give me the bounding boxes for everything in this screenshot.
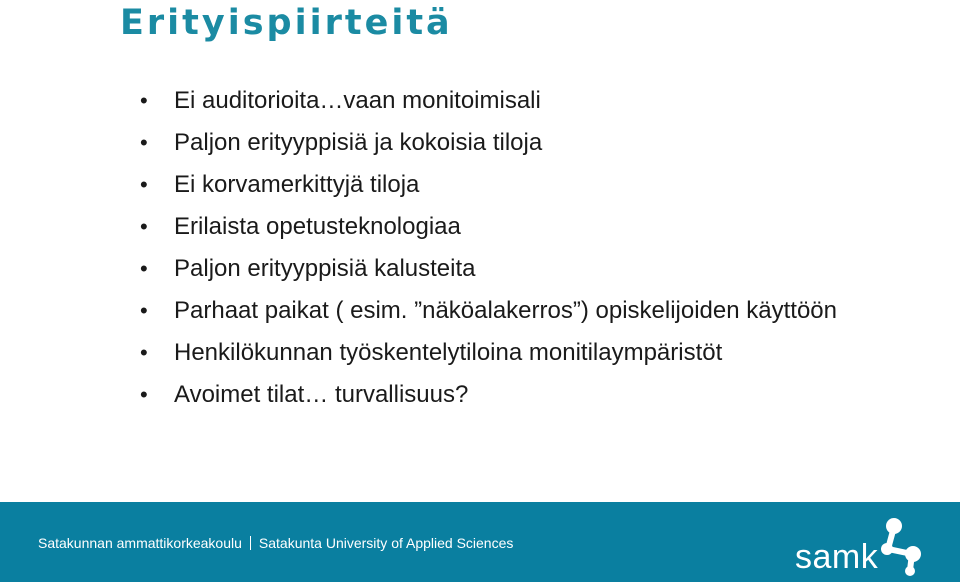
bullet-item: • Paljon erityyppisiä kalusteita <box>140 252 930 286</box>
bullet-item: • Parhaat paikat ( esim. ”näköalakerros”) opiskelijoiden käyttöön <box>140 294 930 328</box>
bullet-item: • Ei korvamerkittyjä tiloja <box>140 168 930 202</box>
bullet-item: • Erilaista opetusteknologiaa <box>140 210 930 244</box>
samk-logo-text: samk <box>795 538 879 576</box>
footer-organization <box>38 535 513 551</box>
bullet-item: • Ei auditorioita…vaan monitoimisali <box>140 84 930 118</box>
bullet-item: • Avoimet tilat… turvallisuus? <box>140 378 930 412</box>
samk-logo-icon <box>876 516 926 578</box>
bullet-item: • Henkilökunnan työskentelytiloina monitilaympäristöt <box>140 336 930 370</box>
slide-title: Erityispiirteitä <box>120 3 453 43</box>
footer-bar <box>0 502 960 582</box>
footer-separator <box>250 536 251 550</box>
footer-org-english: Satakunta University of Applied Sciences <box>258 535 514 551</box>
bullet-item: • Paljon erityyppisiä ja kokoisia tiloja <box>140 126 930 160</box>
footer-org-finnish: Satakunnan ammattikorkeakoulu <box>38 535 242 551</box>
bullet-list <box>140 84 930 420</box>
